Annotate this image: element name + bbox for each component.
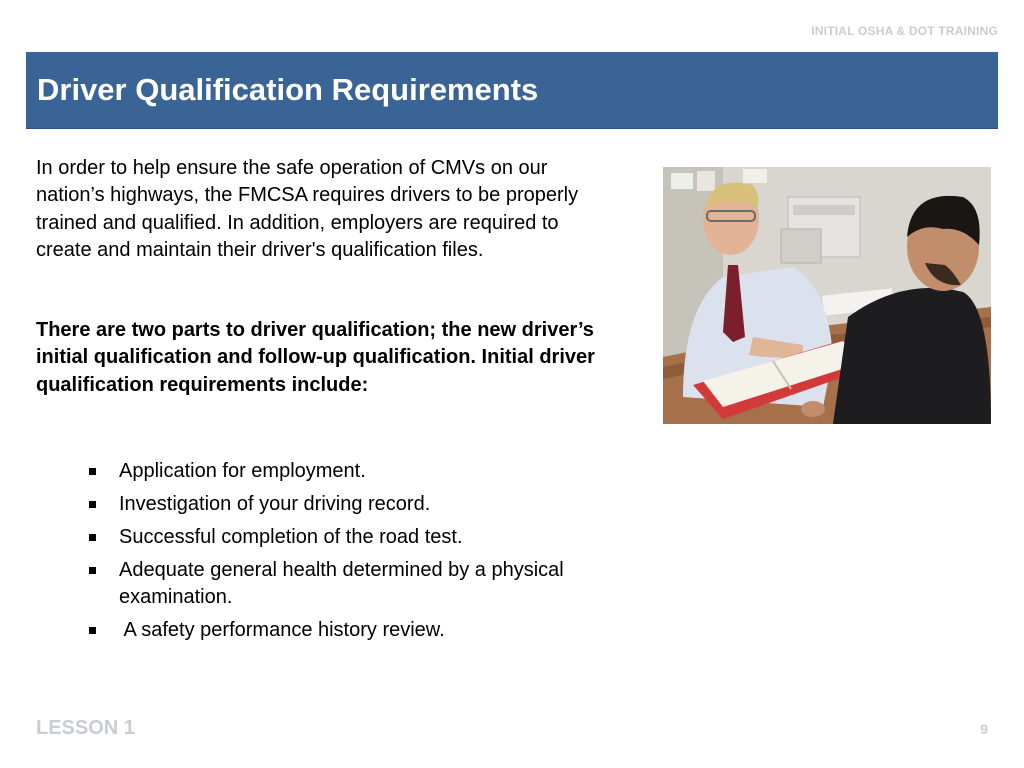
requirements-intro: There are two parts to driver qualification; the new driver’s initial qualification and follow-up qualification. Initial driver qualification requirements include:: [36, 319, 595, 396]
bullet-icon: [89, 627, 96, 634]
lesson-label: LESSON 1: [36, 717, 135, 739]
list-item-text: Adequate general health determined by a physical examination.: [119, 559, 564, 608]
bullet-icon: [89, 567, 96, 574]
page-number: 9: [980, 721, 988, 737]
page-title: Driver Qualification Requirements: [37, 72, 539, 107]
requirements-list: [86, 458, 606, 650]
list-item-text: A safety performance history review.: [119, 619, 445, 641]
intro-paragraph: In order to help ensure the safe operation of CMVs on our nation’s highways, the FMCSA requires drivers to be properly trained and qualified. In addition, employers are required to create and maintain their driver's qualification files.: [36, 157, 579, 261]
bullet-icon: [89, 501, 96, 508]
list-item-text: Successful completion of the road test.: [119, 526, 463, 548]
list-item: [86, 458, 606, 485]
list-item: [86, 617, 606, 644]
list-item: [86, 491, 606, 518]
list-item: [86, 524, 606, 551]
course-header-tag: INITIAL OSHA & DOT TRAINING: [811, 24, 998, 38]
title-bar: [26, 52, 998, 129]
bullet-icon: [89, 534, 96, 541]
list-item: [86, 557, 606, 611]
office-meeting-photo: [663, 167, 991, 424]
list-item-text: Application for employment.: [119, 460, 366, 482]
bullet-icon: [89, 468, 96, 475]
list-item-text: Investigation of your driving record.: [119, 493, 431, 515]
